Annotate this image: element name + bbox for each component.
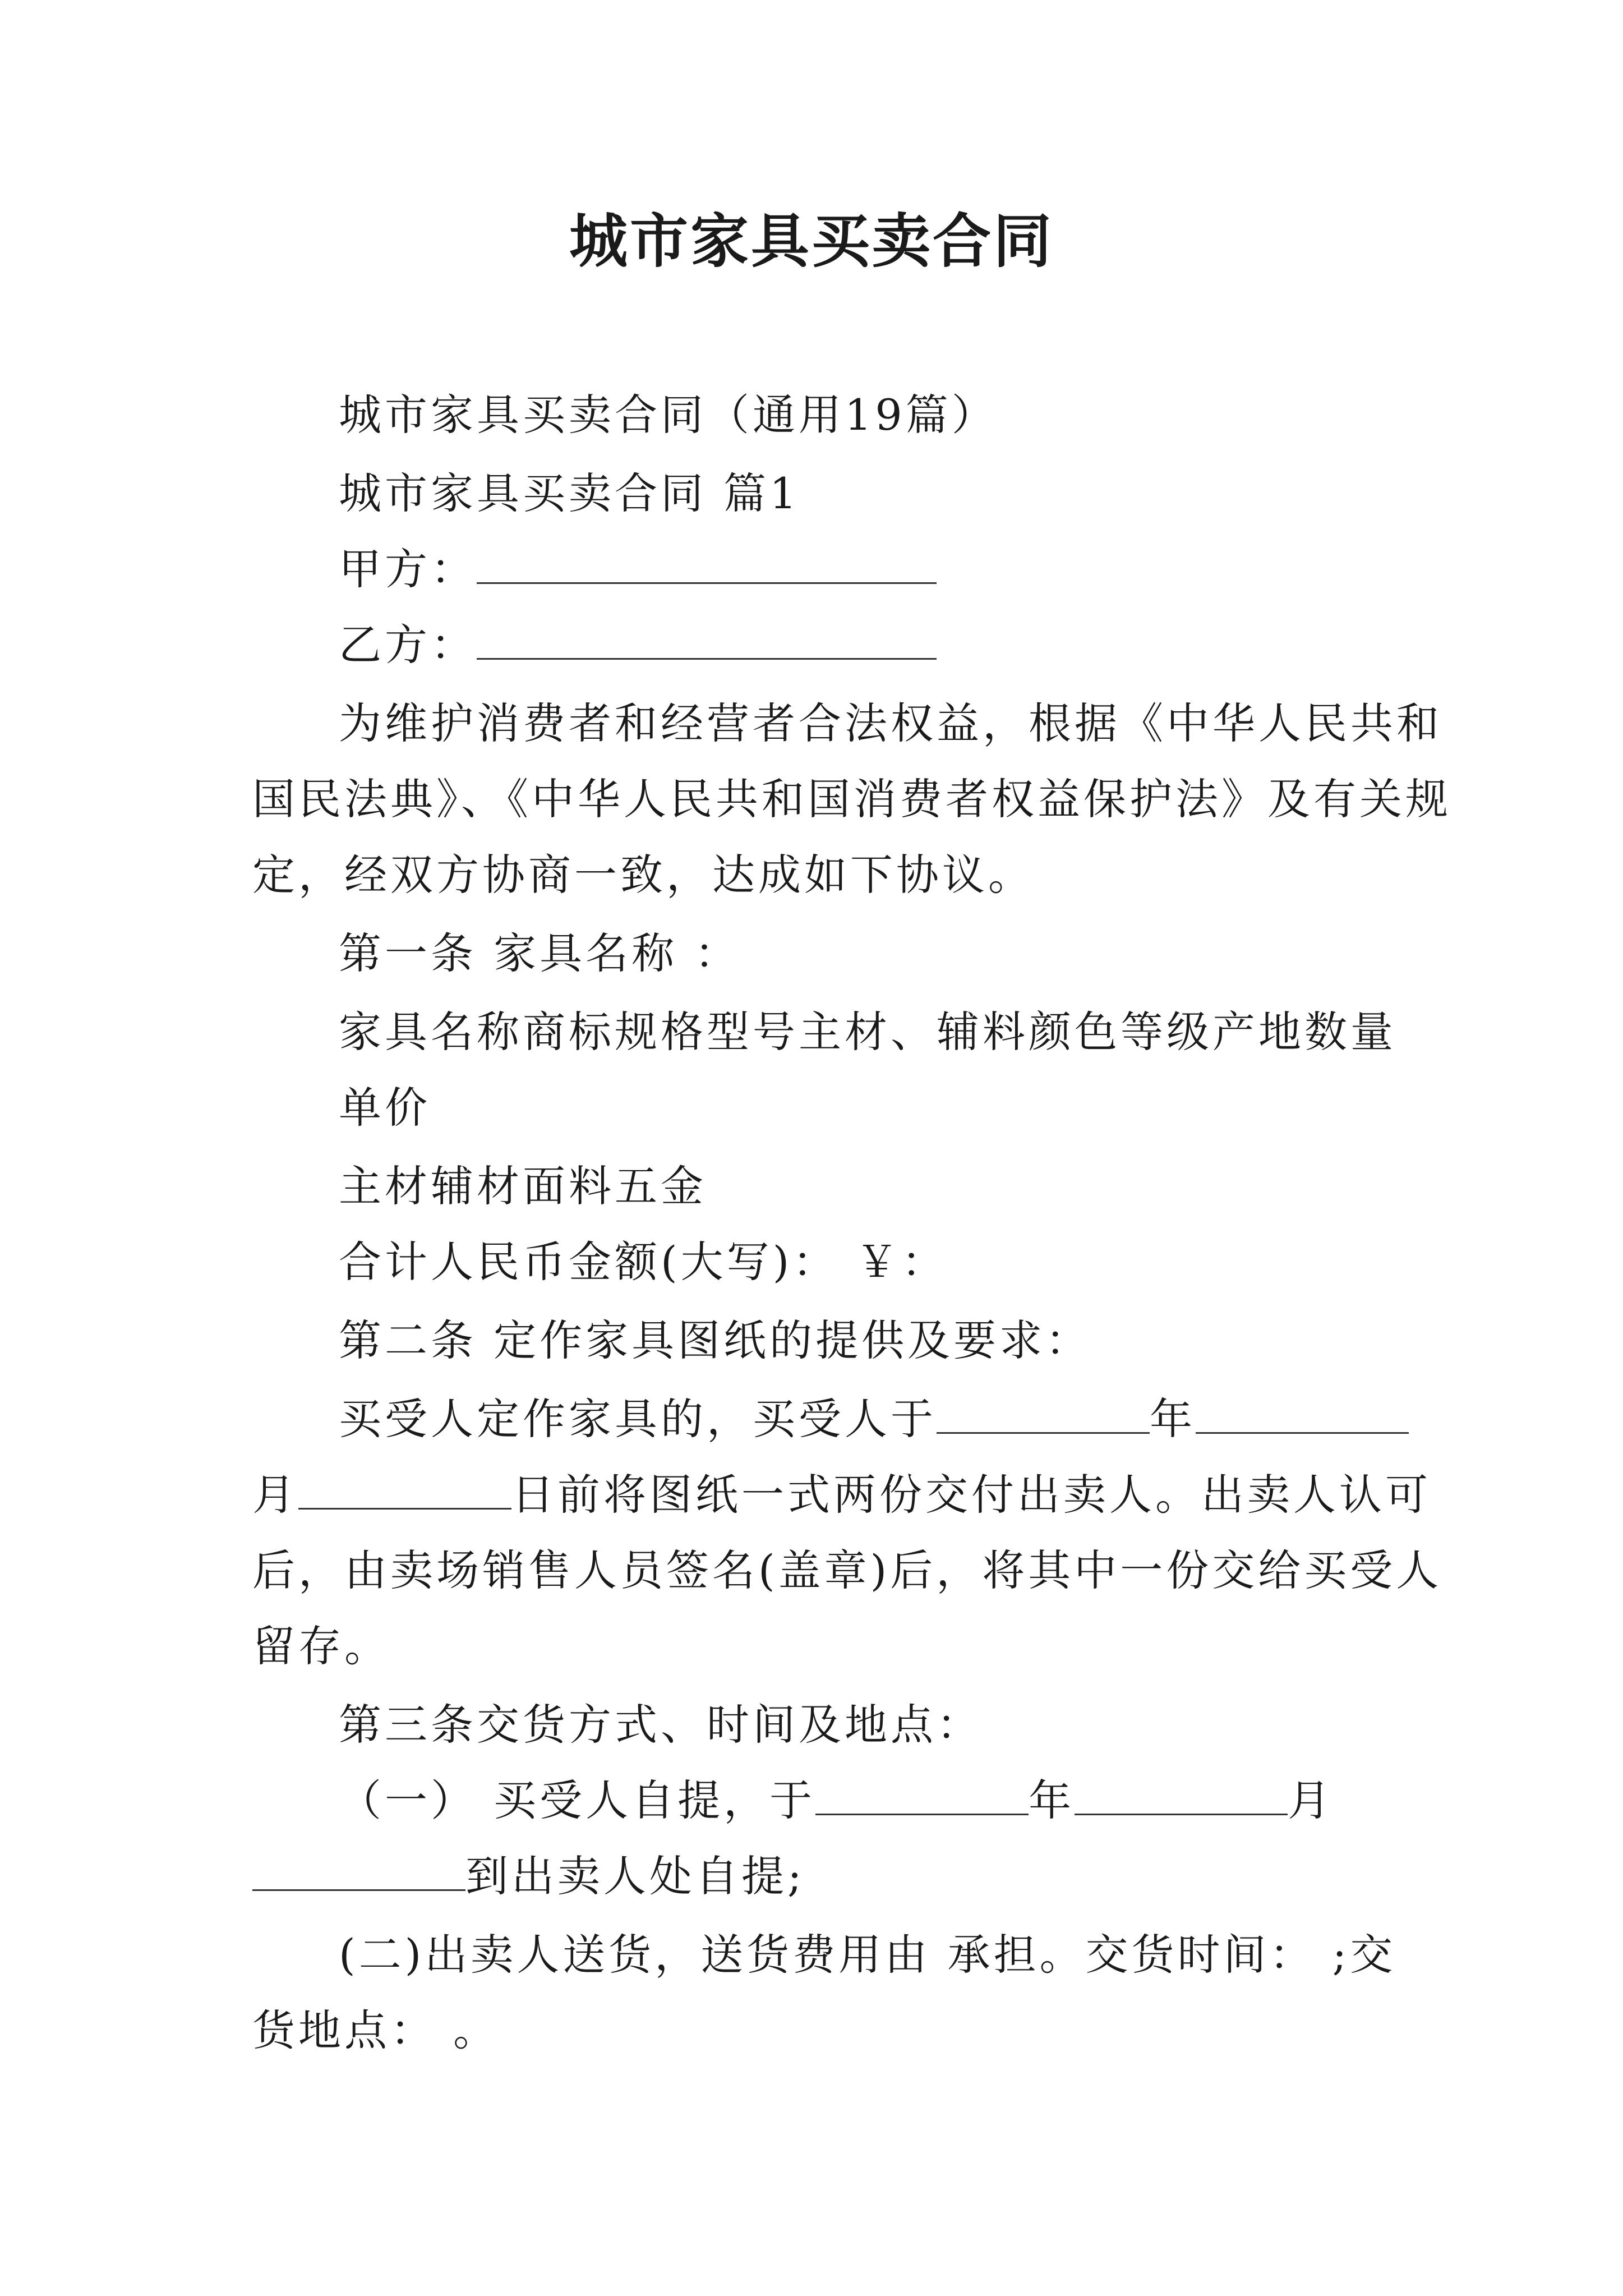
month-blank — [1075, 1774, 1288, 1815]
day-blank — [298, 1469, 511, 1510]
paragraph-line: 定，经双方协商一致，达成如下协议。 — [252, 850, 1034, 900]
party-b-label: 乙方： — [339, 620, 477, 670]
text-segment: 年 — [1150, 1394, 1196, 1444]
subtitle-general: 城市家具买卖合同（通用19篇） — [339, 390, 998, 440]
party-a-label: 甲方： — [339, 544, 477, 594]
text-segment: 买受人定作家具的，买受人于 — [339, 1394, 937, 1444]
party-b-line — [339, 617, 1374, 673]
paragraph-line — [339, 1773, 1374, 1829]
paragraph-line: 留存。 — [252, 1621, 390, 1671]
paragraph-line: 国民法典》、《中华人民共和国消费者权益保护法》及有关规 — [252, 774, 1451, 824]
text-segment: 月 — [252, 1470, 298, 1520]
article-1-heading: 第一条 家具名称 ： — [339, 928, 741, 978]
text-segment: 到出卖人处自提; — [465, 1851, 805, 1901]
article-2-heading: 第二条 定作家具图纸的提供及要求： — [339, 1315, 1092, 1365]
paragraph-line: 主材辅材面料五金 — [339, 1161, 707, 1211]
paragraph-line — [339, 1391, 1374, 1447]
article-3-heading: 第三条交货方式、时间及地点： — [339, 1700, 983, 1750]
party-a-blank — [477, 543, 937, 584]
text-segment: 月 — [1288, 1775, 1334, 1825]
paragraph-line: 单价 — [339, 1083, 431, 1133]
paragraph-line — [252, 1848, 1374, 1904]
paragraph-line: (二)出卖人送货，送货费用由 承担。交货时间： ;交 — [339, 1930, 1396, 1980]
year-blank — [815, 1774, 1029, 1815]
paragraph-line: 后，由卖场销售人员签名(盖章)后，将其中一份交给买受人 — [252, 1545, 1442, 1595]
year-blank — [937, 1393, 1150, 1434]
paragraph-line: 家具名称商标规格型号主材、辅料颜色等级产地数量 — [339, 1007, 1396, 1057]
party-a-line — [339, 541, 1374, 597]
paragraph-line: 货地点： 。 — [252, 2005, 500, 2055]
paragraph-line: 为维护消费者和经营者合法权益，根据《中华人民共和 — [339, 698, 1442, 748]
party-b-blank — [477, 619, 937, 660]
day-blank — [252, 1850, 465, 1891]
month-blank — [1196, 1393, 1409, 1434]
text-segment: 年 — [1029, 1775, 1075, 1825]
document-title: 城市家具买卖合同 — [569, 206, 1054, 275]
paragraph-line — [252, 1467, 1431, 1523]
section-heading: 城市家具买卖合同 篇1 — [339, 468, 800, 518]
paragraph-line: 合计人民币金额(大写)： ￥： — [339, 1237, 948, 1287]
text-segment: （一） 买受人自提，于 — [339, 1775, 816, 1825]
text-segment: 日前将图纸一式两份交付出卖人。出卖人认可 — [511, 1470, 1431, 1520]
